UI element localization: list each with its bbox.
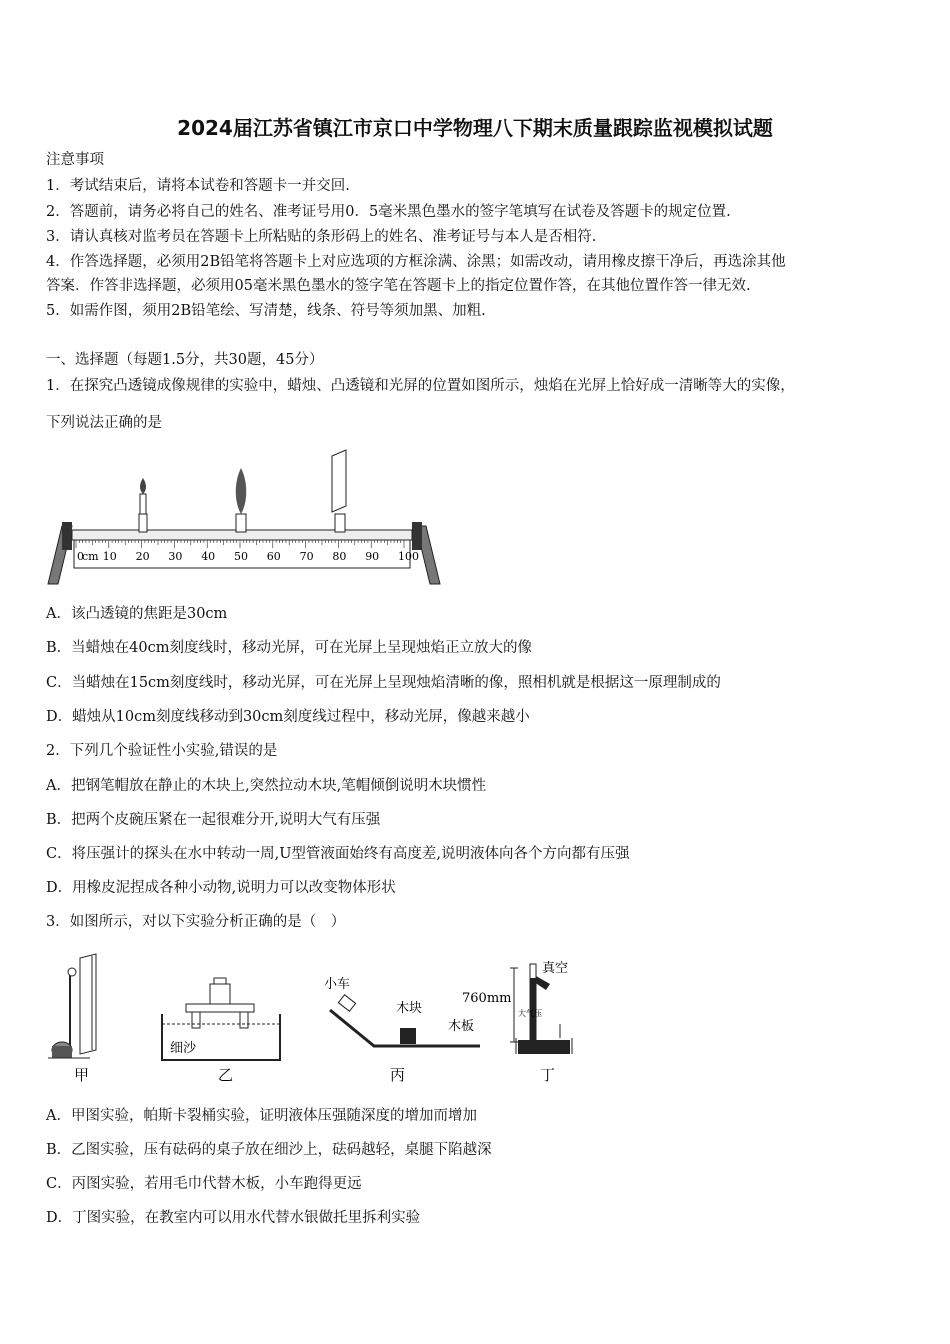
- q2-option-c: C．将压强计的探头在水中转动一周,U型管液面始终有高度差,说明液体向各个方向都有压强: [46, 846, 630, 862]
- ruler-tick-label: 50: [234, 550, 248, 563]
- notice-item: 4．作答选择题，必须用2B铅笔将答题卡上对应选项的方框涂满、涂黑；如需改动，请用橡皮擦干净后，再选涂其他: [46, 254, 786, 270]
- q3-option-d: D．丁图实验，在教室内可以用水代替水银做托里拆利实验: [46, 1210, 421, 1226]
- convex-lens: [236, 468, 247, 532]
- notice-item: 1．考试结束后，请将本试卷和答题卡一并交回.: [46, 178, 350, 194]
- page-title: 2024届江苏省镇江市京口中学物理八下期末质量跟踪监视模拟试题: [177, 116, 773, 140]
- q1-option-b: B．当蜡烛在40cm刻度线时，移动光屏，可在光屏上呈现烛焰正立放大的像: [46, 640, 532, 656]
- light-screen: [332, 450, 346, 532]
- ruler-tick-label: 30: [168, 550, 183, 563]
- label-sand: 细沙: [170, 1041, 197, 1056]
- question-1-stem-cont: 下列说法正确的是: [46, 415, 162, 431]
- notice-item: 答案．作答非选择题，必须用05毫米黑色墨水的签字笔在答题卡上的指定位置作答，在其他位置作答一律无效.: [46, 278, 751, 294]
- notice-item: 2．答题前，请务必将自己的姓名、准考证号用0．5毫米黑色墨水的签字笔填写在试卷及答题卡的规定位置.: [46, 204, 731, 220]
- ruler-tick-label: 90: [365, 550, 380, 563]
- ruler-tick-label: 80: [332, 550, 347, 563]
- section-heading: 一、选择题（每题1.5分，共30题，45分）: [46, 352, 324, 368]
- q1-option-c: C．当蜡烛在15cm刻度线时，移动光屏，可在光屏上呈现烛焰清晰的像，照相机就是根据这一原理制成的: [46, 675, 721, 691]
- label-board: 木板: [448, 1019, 475, 1034]
- ruler-tick-label: 40: [201, 550, 216, 563]
- q1-option-d: D．蜡烛从10cm刻度线移动到30cm刻度线过程中，移动光屏，像越来越小: [46, 709, 530, 725]
- optical-bench-figure: [44, 448, 444, 588]
- notice-heading: 注意事项: [46, 152, 104, 168]
- label-height: 760mm: [462, 991, 512, 1006]
- candle: [139, 478, 147, 532]
- question-1-stem: 1．在探究凸透镜成像规律的实验中，蜡烛、凸透镜和光屏的位置如图所示，烛焰在光屏上恰好成一清晰等大的实像，: [46, 378, 795, 394]
- label-cart: 小车: [324, 977, 351, 992]
- q1-option-a: A．该凸透镜的焦距是30cm: [46, 606, 228, 622]
- four-experiments-figure: [40, 950, 600, 1090]
- ruler-tick-label: 10: [102, 550, 117, 563]
- q3-option-b: B．乙图实验，压有砝码的桌子放在细沙上，砝码越轻，桌腿下陷越深: [46, 1142, 492, 1158]
- ruler-tick-label: 0: [77, 550, 84, 563]
- ruler-tick-label: 60: [266, 550, 281, 563]
- pascal-barrel-diagram: [48, 954, 96, 1058]
- notice-item: 5．如需作图，须用2B铅笔绘、写清楚，线条、符号等须加黑、加粗.: [46, 303, 486, 319]
- bench-right-end: [412, 522, 422, 550]
- label-vacuum: 真空: [542, 961, 569, 976]
- ruler-tick-label: 70: [299, 550, 314, 563]
- ruler-tick-label: 20: [135, 550, 150, 563]
- notice-item: 3．请认真核对监考员在答题卡上所粘贴的条形码上的姓名、准考证号与本人是否相符.: [46, 229, 597, 245]
- q3-option-a: A．甲图实验，帕斯卡裂桶实验，证明液体压强随深度的增加而增加: [46, 1108, 477, 1124]
- ruler-tick-label: 100: [398, 550, 419, 563]
- label-ding: 丁: [540, 1066, 556, 1084]
- q3-option-c: C．丙图实验，若用毛巾代替木板，小车跑得更远: [46, 1176, 362, 1192]
- ruler-unit: cm: [82, 550, 99, 563]
- label-bing: 丙: [390, 1066, 406, 1084]
- label-atm: 大气压: [518, 1009, 542, 1018]
- q2-option-a: A．把钢笔帽放在静止的木块上,突然拉动木块,笔帽倾倒说明木块惯性: [46, 778, 487, 794]
- question-3-stem: 3．如图所示，对以下实验分析正确的是（ ）: [46, 914, 346, 930]
- q2-option-d: D．用橡皮泥捏成各种小动物,说明力可以改变物体形状: [46, 880, 396, 896]
- question-2-stem: 2．下列几个验证性小实验,错误的是: [46, 743, 278, 759]
- q2-option-b: B．把两个皮碗压紧在一起很难分开,说明大气有压强: [46, 812, 381, 828]
- bench-left-end: [62, 522, 72, 550]
- label-jia: 甲: [74, 1066, 90, 1084]
- label-yi: 乙: [218, 1066, 234, 1084]
- label-block: 木块: [396, 1001, 423, 1016]
